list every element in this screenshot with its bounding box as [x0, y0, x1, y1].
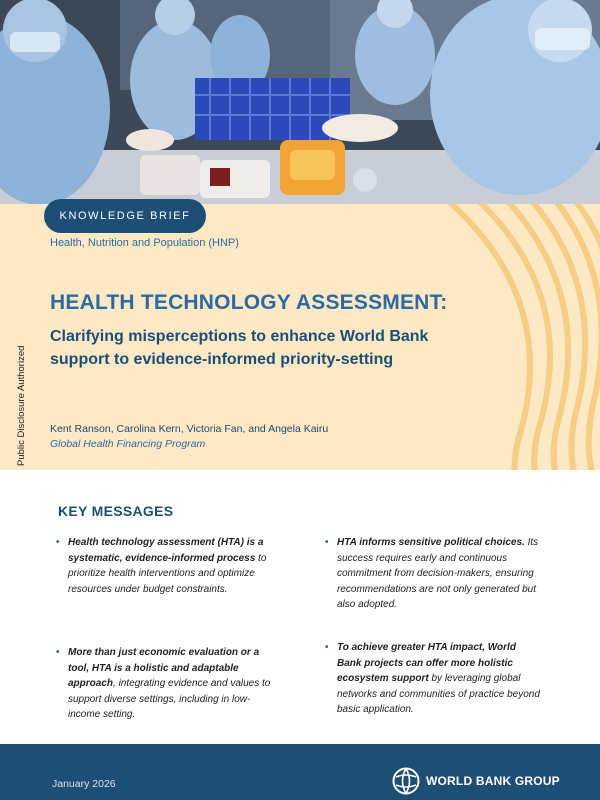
key-message-3-bold: HTA informs sensitive political choices.: [337, 537, 525, 548]
key-message-4-text: by leveraging global networks and communities of practice beyond basic application.: [337, 673, 540, 715]
publication-date: January 2026: [52, 778, 116, 790]
cover-photo: [0, 0, 600, 204]
authors: Kent Ranson, Carolina Kern, Victoria Fan, and Angela Kairu: [50, 423, 329, 435]
bullet-icon: •: [325, 537, 329, 548]
footer: [0, 744, 600, 800]
disclosure-stamp-text: Public Disclosure Authorized: [16, 345, 27, 466]
key-message-2-bold: More than just economic evaluation or a tool, HTA is a holistic and adaptable approach: [68, 647, 260, 689]
key-message-3: [325, 535, 542, 613]
world-bank-logo: [392, 766, 560, 796]
page-title: HEALTH TECHNOLOGY ASSESSMENT:: [50, 291, 448, 314]
bullet-icon: •: [325, 642, 329, 653]
program-name: Global Health Financing Program: [50, 438, 206, 450]
key-message-2-text: , integrating evidence and values to support diverse settings, including in low-income setting.: [68, 678, 271, 720]
key-messages-heading: KEY MESSAGES: [58, 503, 174, 519]
key-message-2: [56, 645, 278, 723]
key-message-3-text: Its success requires early and continuous commitment from decision-makers, ensuring recommendations are not only generated but also adopted.: [337, 537, 539, 610]
globe-icon: [392, 767, 420, 795]
bullet-icon: •: [56, 537, 60, 548]
key-message-4-bold: To achieve greater HTA impact, World Bank projects can offer more holistic ecosystem support: [337, 642, 516, 684]
key-message-1-bold: Health technology assessment (HTA) is a systematic, evidence-informed process: [68, 537, 264, 564]
logo-text: WORLD BANK GROUP: [426, 774, 560, 788]
page-subtitle: Clarifying misperceptions to enhance World Bank support to evidence-informed priority-setting: [50, 328, 429, 368]
practice-area: Health, Nutrition and Population (HNP): [50, 237, 239, 249]
bullet-icon: •: [56, 647, 60, 658]
knowledge-brief-label: KNOWLEDGE BRIEF: [44, 199, 206, 233]
key-message-4: [325, 640, 542, 718]
key-message-1-text: to prioritize health interventions and optimize resources under budget constraints.: [68, 552, 267, 595]
key-message-1: [56, 535, 278, 597]
